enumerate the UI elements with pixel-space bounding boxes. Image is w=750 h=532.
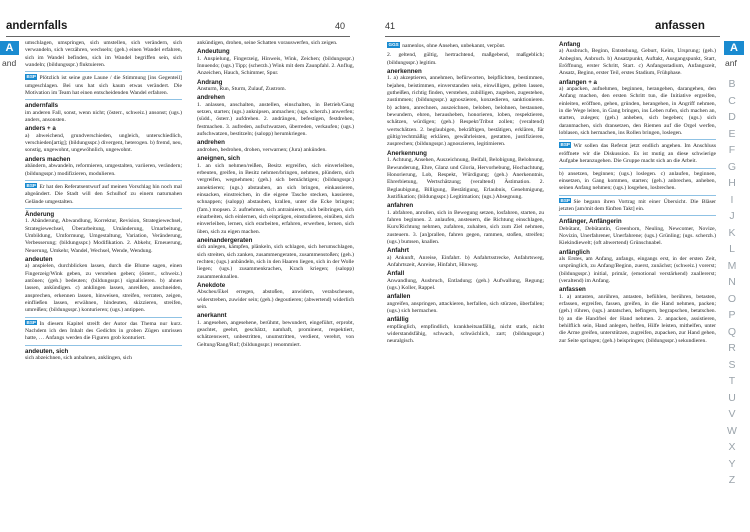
left-column-2: [197, 40, 354, 349]
alphabet-letter-u[interactable]: U: [728, 391, 736, 404]
right-thumb-tab[interactable]: A: [724, 41, 744, 55]
alphabet-letter-w[interactable]: W: [727, 424, 737, 437]
entry-headword: anfallen: [387, 293, 411, 301]
entry-definition: a) anpacken, aufnehmen, beginnen, herangehen, darangehen, den Anfang machen, den ersten Schritt tun, die Initiative ergreifen, einleiten, eröffnen, gehen, gründen, herangehen, in Angriff nehmen, in die Wege leiten, in Gang bringen, ins Leben rufen, sich machen an, starten, zulegen; (geh.) anheben, sich begeben; (ugs.) sich daranmachen, sich dransetzen, den Riemen auf die Orgel werfen, loblasen, sich hermachen, ins Rollen bringen, loslegen.: [559, 86, 716, 137]
section-divider: [559, 215, 716, 216]
section-divider: [25, 71, 182, 72]
alphabet-letter-l[interactable]: L: [729, 243, 735, 255]
section-divider: [559, 168, 716, 169]
entry-definition: Debütant, Debütantin, Greenhorn, Neuling, Newcomer, Novize, Novizin, Unerfahrener, Unerfahrene; (ugs.) Grünling; (ugs. scherzh.) Kiekindiewelt; (oft abwertend) Grünschnabel.: [559, 225, 716, 247]
entry-headword: anerkennen: [387, 68, 422, 76]
example-box: [559, 142, 716, 165]
example-text: Plötzlich ist seine gute Laune / die Stimmung [ins Gegenteil] umgeschlagen. Bei uns hat sich kaum etwas verändert. Die Motivation im Team hat einen entscheidenden Wandel erfahren.: [25, 75, 182, 97]
alphabet-letter-m[interactable]: M: [727, 259, 737, 272]
alphabet-letter-o[interactable]: O: [727, 292, 737, 305]
alphabet-letter-n[interactable]: N: [728, 276, 736, 288]
entry-headword: anfahren: [387, 202, 414, 210]
entry-headword: Anfahrt: [387, 247, 409, 255]
alphabet-letter-e[interactable]: E: [728, 127, 736, 140]
example-badge: BSP: [560, 197, 570, 203]
example-badge: BSP: [26, 74, 36, 80]
entry-definition: 1. an sich nehmen/reißen, Besitz ergreifen, sich einverleiben, erbeuten, greifen, in Besitz nehmen/bringen, nehmen, plündern, sich vergreifen, wegnehmen; (geh.) sich bemächtigen; (bildungsspr.) annektieren; (ugs.) abstauben, an sich bringen, einkassieren, einsacken, einstreichen, in die eigene Tasche stecken, kassieren, schnappen; (salopp) abstauben, krallen, unter die Ecke bringen; (fam.) mopsen. 2. aufnehmen, sich antrainieren, sich beibringen, sich einarbeiten, sich einlernen, sich einprägen, einstudieren, einüben, sich einverleiben, lernen, sich erarbeiten, erfahren, erwerben, lernen, sich üben, sich zu eigen machen.: [197, 162, 354, 235]
right-column-1: [387, 40, 544, 346]
alphabet-index: [725, 76, 739, 489]
entry-headword: Anfänger, Anfängerin: [559, 218, 622, 226]
entry-headword: anerkannt: [197, 312, 227, 320]
entry-headword: anfänglich: [559, 248, 590, 256]
entry-definition: ankündigen, drohen, seine Schatten vorauswerfen, sich zeigen.: [197, 40, 338, 46]
entry-definition: a) Ankunft, Anreise, Einfahrt. b) Anfahrtsstrecke, Anfahrtsweg, Anfahrtszeit, Anreise, Hinfahrt, Hinweg.: [387, 254, 544, 268]
entry-definition: 1. angesehen, angesehene, berühmt, bewundert, eingeführt, erprobt, geachtet, geehrt, geschätzt, namhaft, prominent, respektiert, schätzenswert, unbestritten, unumstritten, verdient, verehrt, von Geltung/Rang/Ruf; (bildungsspr.) renommiert.: [197, 319, 354, 348]
section-divider: [25, 208, 182, 209]
section-divider: [25, 180, 182, 181]
entry-definition: Abscheu/Ekel erregen, abstoßen, anwidern, verabscheuen, widerstreben, zuwider sein; (geh.) degoutieren; (abwertend) widerlich sein.: [197, 289, 354, 311]
entry-headword: aneinandergeraten: [197, 236, 253, 244]
entry-headword: Andrang: [197, 78, 223, 86]
entry-definition: Ansturm, Run, Sturm, Zulauf, Zustrom.: [197, 86, 287, 93]
entry-headword: andrehen: [197, 139, 225, 147]
example-box: [559, 198, 716, 214]
entry-definition: a) abweichend, grundverschieden, ungleich, unterschiedlich, verschieden[artig]; (bildungsspr.) divergent, heterogen. b) fremd, neu, sonstig, ungewohnt, ungewöhnlich, ungewohnt.: [25, 132, 182, 154]
entry-headword: andeuten, sich: [25, 347, 69, 355]
alphabet-letter-q[interactable]: Q: [727, 325, 737, 338]
alphabet-letter-y[interactable]: Y: [728, 457, 736, 470]
entry-headword: anfangen + a: [559, 78, 597, 86]
right-page: [375, 0, 750, 532]
example-badge: BSP: [26, 319, 36, 325]
section-divider: [559, 139, 716, 140]
example-text: In diesem Kapitel streift der Autor das Thema nur kurz. Nachdem ich den Inhalt des Gedichts in groben Zügen umrissen hatte, … Anfangs werden die Figuren grob konturiert.: [25, 320, 182, 342]
entry-definition: 1. Achtung, Ansehen, Auszeichnung, Beifall, Belobigung, Belohnung, Bewunderung, Ehre, Glanz und Gloria, Hervorhebung, Hochachtung, Honorierung, Lob, Respekt, Würdigung; (geh.) Anerkenntnis, Ehrerbietung, Wertschätzung; (veraltend) Ästimation. 2. Beglaubigung, Billigung, Bestätigung, Erlaubnis, Genehmigung, Justifikation; (bildungsspr.) Legitimation; (ugs.) Absegnung.: [387, 157, 544, 200]
alphabet-letter-c[interactable]: C: [728, 94, 736, 107]
example-badge: GGS: [388, 42, 399, 47]
section-divider: [25, 345, 182, 346]
alphabet-letter-t[interactable]: T: [728, 375, 736, 387]
alphabet-letter-j[interactable]: J: [729, 210, 735, 222]
alphabet-letter-i[interactable]: I: [730, 193, 734, 206]
right-header-rule: [385, 36, 720, 37]
example-badge: BSP: [560, 142, 570, 148]
example-box: [25, 183, 182, 206]
right-header-word: anfassen: [655, 20, 705, 32]
alphabet-letter-z[interactable]: Z: [728, 474, 736, 486]
alphabet-letter-r[interactable]: R: [728, 342, 736, 354]
entry-headword: Anerkennung: [387, 149, 427, 157]
right-thumb-word: anf: [725, 58, 737, 68]
entry-definition: b) ansetzen, beginnen; (ugs.) loslegen. c) anlaufen, beginnen, einsetzen, in Gang kommen, starten; (geh.) anbrechen, anheben, seinen Anfang nehmen; (ugs.) losgehen, losbrechen.: [559, 170, 716, 192]
entry-headword: anfassen: [559, 286, 586, 294]
entry-definition: androhen, bedrohen, drohen, verwarnen; (Jura) ankünden.: [197, 146, 327, 153]
entry-definition: 1. anlassen, anschalten, anstellen, einschalten, in Betrieb/Gang setzen, starten; (ugs.) anknipsen, anmachen; (ugs. scherzh.) anwerfen; (südd., österr.) aufdrehen. 2. andrängen, befestigen, festdrehen, festmachen. 3. aufreden, aufschwatzen, überreden, verkaufen; (ugs.) aufschwatzen, bestitzeln; (salopp) herumkriegen.: [197, 101, 354, 138]
entry-definition: angreifen, anspringen, attackieren, herfallen, sich stürzen, überfallen; (ugs.) sich hermachen.: [387, 300, 544, 315]
right-column-2: [559, 40, 716, 345]
entry-headword: anfällig: [387, 316, 409, 324]
entry-headword: andrehen: [197, 94, 225, 102]
example-box: [387, 42, 544, 50]
alphabet-letter-k[interactable]: K: [728, 226, 736, 239]
section-divider: [559, 195, 716, 196]
entry-definition: als Erstes, am Anfang, anfangs, eingangs erst, in der ersten Zeit, ursprünglich, zu Anfang/Beginn, zuerst, zunächst; (schweiz.) vorerst; (bildungsspr.) initial, primär, (emotional verstärkend) zuallererst; (veraltend) im Anfang.: [559, 255, 716, 284]
entry-headword: Andeutung: [197, 48, 230, 56]
left-header-rule: [6, 36, 350, 37]
entry-definition: 1. abfahren, anrollen, sich in Bewegung setzen, losfahren, starten, zu fahren beginnen. 2. anlaufen, ansteuern, die Richtung einschlagen, Kurs/Richtung nehmen, zufahren, zuhalten, sich zum Ziel nehmen, zusteuern. 3. [an]prallen, fahren gegen, rammen, stoßen, streifen; (ugs.) bumsen, knallen.: [387, 209, 544, 245]
left-column-1: [25, 40, 182, 362]
entry-headword: Anekdote: [197, 282, 226, 289]
right-page-number: 41: [385, 21, 396, 31]
entry-headword: andeuten: [25, 255, 53, 263]
left-header-word: andernfalls: [6, 20, 68, 32]
entry-headword: anders + a: [25, 125, 56, 133]
alphabet-letter-v[interactable]: V: [728, 408, 736, 420]
left-thumb-tab[interactable]: A: [0, 41, 19, 55]
example-badge: BSP: [26, 182, 36, 188]
entry-definition: empfänglich, empfindlich, krankheitsanfällig, nicht stark, nicht widerstandsfähig, schwach, schwächlich, zart; (bildungsspr.) neuralgisch.: [387, 323, 544, 345]
entry-definition: a) Ausbruch, Beginn, Entstehung, Geburt, Keim, Ursprung; (geh.) Anbeginn, Anbruch. b) Ansatzpunkt, Auftakt, Ausgangspunkt, Start, Eröffnung, erster Schritt, Start. c) Anfangsstadium, Anfangszeit, Ansatz, Beginn, erster Teil, erstes Stadium, Frühphase.: [559, 48, 716, 77]
entry-definition: sich abzeichnen, sich anbahnen, anklingen, sich: [25, 355, 132, 362]
entry-definition: 1. Abänderung, Abwandlung, Korrektur, Revision, Strategiewechsel, Strategiewechsel, Überarbeitung, Umänderung, Umarbeitung, Umbildung, Umformung, Umgestaltung, Variation, Veränderung, Verbesserung; (bildungsspr.) Modifikation. 2. Abkehr, Erneuerung, Neuerung, Umkehr, Wandel, Wechsel, Wende, Wendung.: [25, 218, 182, 254]
alphabet-letter-d[interactable]: D: [728, 111, 736, 123]
entry-definition: 2. geltend, gültig, hertrachtend, maßgebend, maßgeblich; (bildungsspr.) legitim.: [387, 52, 544, 66]
entry-headword: aneignen, sich: [197, 155, 240, 163]
entry-definition: umschlagen, umspringen, sich umstellen, sich verändern, sich verwandeln, sich verzähren, wechseln; (geh.) einen Wandel erfahren, sich im Wandel befinden, sich im Wandel begriffen sein, sich wandeln; (bildungsspr.) fluktuieren.: [25, 40, 182, 69]
example-text: Sie begann ihren Vortrag mit einer Übersicht. Die Bläser jetzten [am/mit dem fünften Takt] ein.: [559, 198, 716, 212]
entry-headword: Anfall: [387, 270, 405, 278]
example-text: namenlos, ohne Ansehen, unbekannt, verpönt.: [402, 43, 506, 49]
example-box: [25, 320, 182, 343]
entry-headword: Anfang: [559, 41, 581, 48]
entry-definition: 1. a) antasten, anrühren, antasten, befühlen, berühren, betasten, erfassen, ergreifen, fassen, greifen, in die Hand nehmen, packen; (geh.) rühren, (ugs.) antatschen, befingern, begrapschen, betatschen. b) an die Hand/bei der Hand nehmen. 2. anpacken, assistieren, behilflich sein, Hand anlegen, helfen, Hilfe leisten, mithelfen, unter die Arme greifen, unterstützen, zugreifen, zupacken, zur Hand gehen, zur Seite springen; (geh.) beispringen; (bildungsspr.) sekundieren.: [559, 293, 716, 344]
entry-definition: sich anlegen, kämpfen, plänkeln, sich schlagen, sich herumschlagen, sich streiten, sich zanken, zusammengeraten, zusammenstoßen; (geh.) rechten; (ugs.) anbändeln, sich in den Haaren liegen, sich in der Wolle liegen; (ugs.) zusammenkrachen, Krach kriegen; (salopp) zusammenknallen.: [197, 244, 354, 280]
example-text: Er hat den Referatsentwurf auf meinen Vorschlag hin noch mal abgeändert. Die Stadt will den Schulhof zu einem naturnahen Gelände umgestalten.: [25, 183, 182, 205]
entry-headword: Änderung: [25, 210, 55, 218]
example-box: [25, 74, 182, 97]
entry-definition: 1. Anspielung, Fingerzeig, Hinweis, Wink, Zeichen; (bildungsspr.) Innuendo; (ugs.) Tipp; (scherzh.) Wink mit dem Zaunpfahl. 2. Anflug, Anzeichen, Hauch, Schimmer, Spur.: [197, 55, 354, 77]
alphabet-letter-h[interactable]: H: [728, 177, 736, 189]
entry-headword: anders machen: [25, 155, 71, 163]
alphabet-letter-p[interactable]: P: [728, 309, 736, 321]
alphabet-letter-b[interactable]: B: [728, 78, 736, 90]
entry-definition: Anwandlung, Ausbruch, Entladung; (geh.) Aufwallung, Regung; (ugs.) Koller, Rappel.: [387, 277, 544, 291]
alphabet-letter-g[interactable]: G: [727, 160, 737, 173]
entry-definition: 1. a) akzeptieren, annehmen, befürworten, beipflichten, bestimmen, bejahen, beistimmen, einverstanden sein, einwilligen, gelten lassen, gutheißen, richtig finden, verstehen, zubilligen, zugeben, zugestehen, zustimmen; (bildungsspr.) agnoszieren, konzedieren, sanktionieren. b) achten, anrechnen, auszeichnen, beloben, belohnen, bestaunen, bewundern, ehren, herausheben, honorieren, loben, respektieren, schätzen, würdigen; (geh.) Respekt/Tribut zollen; (veraltend) wertschätzen. 2. beglaubigen, bekräftigen, bestätigen, erklären, für gültig/rechtmäßig erklären, gewährleisten, gestatten, justifizieren, zusprechen; (bildungsspr.) agnoszieren, legitimieren.: [387, 75, 544, 148]
entry-definition: abändern, abwandeln, reformieren, umgestalten, variieren, verändern; (bildungsspr.) modifizieren, modulieren.: [25, 163, 182, 177]
section-divider: [25, 317, 182, 318]
alphabet-letter-f[interactable]: F: [728, 144, 736, 156]
left-page-number: 40: [335, 21, 346, 31]
alphabet-letter-s[interactable]: S: [728, 358, 736, 371]
entry-definition: im anderen Fall, sonst, wenn nicht; (österr., schweiz.) ansonst; (ugs.) anders, ansonsten.: [25, 109, 182, 124]
entry-headword: andernfalls: [25, 102, 59, 110]
section-divider: [25, 99, 182, 100]
entry-definition: a) anspielen, durchblicken lassen, durch die Blume sagen, einen Fingerzeig/Wink geben, zu verstehen geben; (österr., schweiz.) antönen; (geh.) bedeuten; (bildungsspr.) signalisieren. b) ahnen lassen, ankündigen. c) anklingen lassen, anreißen, anschneiden, ansprechen, erkennen lassen, hinweisen, streifen, verraten, zeigen, einfließen lassen, erwähnen, hindeuten, skizzieren, streifen, umreißen; (bildungsspr.) konturieren; (ugs.) antippen.: [25, 263, 182, 314]
left-thumb-word: and: [2, 58, 17, 68]
alphabet-letter-x[interactable]: X: [728, 441, 736, 453]
example-text: Wir sollen das Referat jetzt endlich angehen. Im Anschluss eröffnete wir die Diskussion. Es ist mutig an diese schwierige Aufgabe heranzugehen. Die Gruppe macht sich an die Arbeit.: [559, 143, 716, 165]
